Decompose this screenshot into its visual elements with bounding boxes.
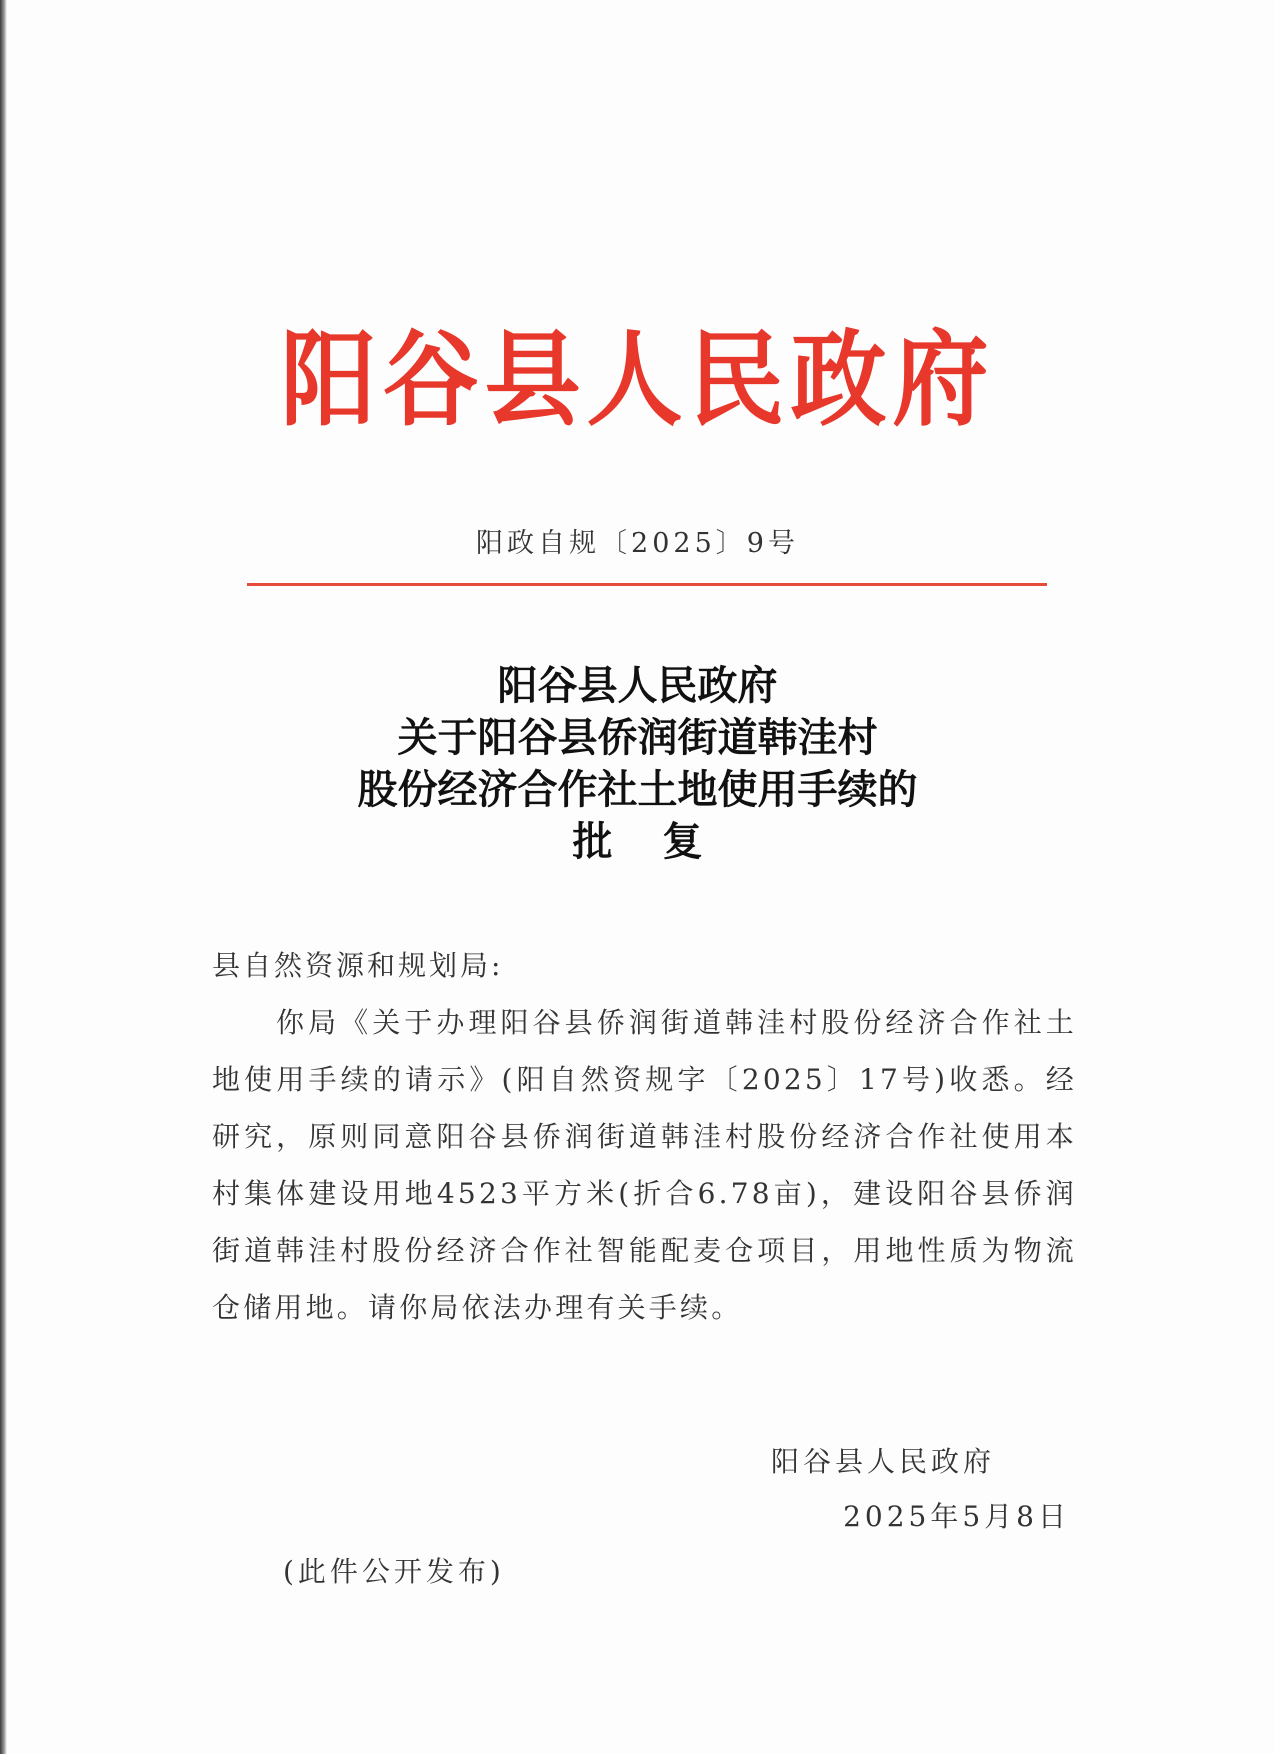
title-line-2: 关于阳谷县侨润街道韩洼村	[397, 714, 878, 761]
body-paragraph: 你局《关于办理阳谷县侨润街道韩洼村股份经济合作社土地使用手续的请示》(阳自然资规字〔2025〕17号)收悉。经研究，原则同意阳谷县侨润街道韩洼村股份经济合作社使用本村集体建设用地4523平方米(折合6.78亩)，建设阳谷县侨润街道韩洼村股份经济合作社智能配麦仓项目，用地性质为物流仓储用地。请你局依法办理有关手续。	[212, 1006, 1077, 1324]
issue-date: 2025年5月8日	[843, 1500, 1070, 1533]
masthead-issuer: 阳谷县人民政府	[280, 318, 995, 441]
disclosure-note: (此件公开发布)	[283, 1555, 505, 1588]
document-title	[0, 660, 1275, 868]
red-divider-line	[247, 583, 1047, 586]
recipient-line: 县自然资源和规划局:	[212, 949, 504, 982]
scan-edge-shadow	[0, 0, 7, 1754]
title-line-4: 批复	[572, 818, 753, 865]
document-number: 阳政自规〔2025〕9号	[476, 528, 799, 559]
body-text	[212, 994, 1077, 1336]
title-line-1: 阳谷县人民政府	[497, 662, 778, 709]
signature-issuer: 阳谷县人民政府	[770, 1445, 995, 1478]
title-line-3: 股份经济合作社土地使用手续的	[357, 766, 918, 813]
